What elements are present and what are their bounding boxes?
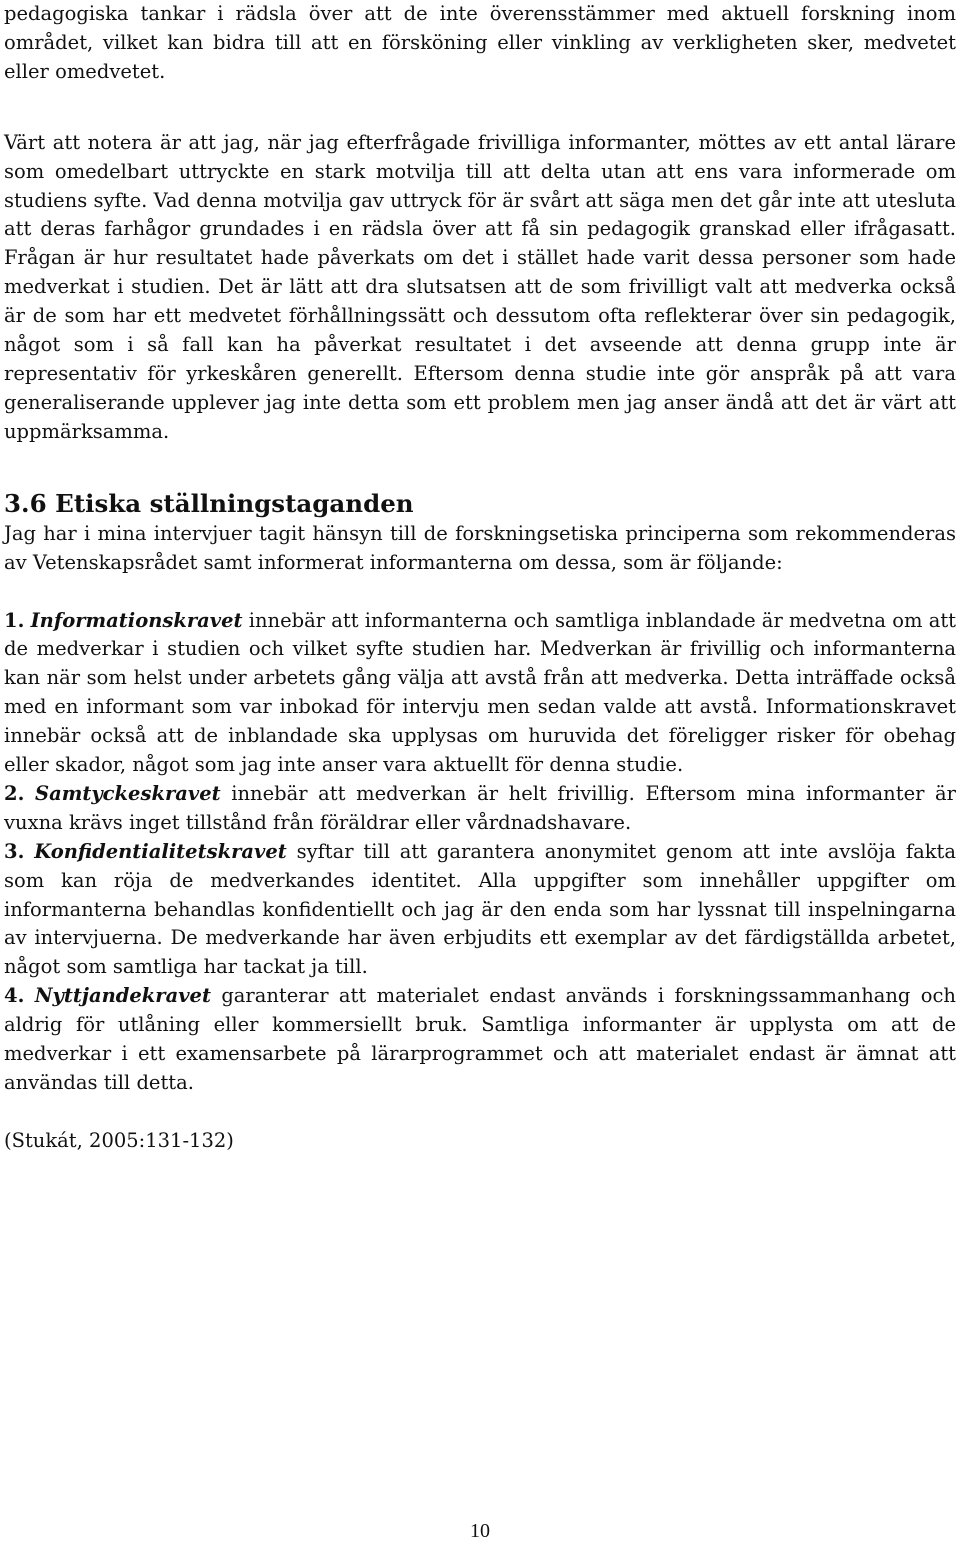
list-item-text: garanterar att materialet endast används i forskningssammanhang och aldrig för utlåning eller kommersiellt bruk. Samtliga informanter är upplysta om att de medverkar i ett examensarbete på lärarprogrammet och att materialet endast är ämnat att användas till detta. xyxy=(4,984,956,1094)
list-item-term: Informationskravet xyxy=(30,608,243,632)
list-item-text: innebär att medverkan är helt frivillig. Eftersom mina informanter är vuxna krävs inget tillstånd från föräldrar eller vårdnadshavare. xyxy=(4,781,957,834)
list-item-number: 3. xyxy=(4,839,25,863)
principles-list xyxy=(4,607,956,1098)
list-item-number: 4. xyxy=(4,984,25,1008)
list-item-number: 2. xyxy=(4,781,25,805)
section-intro: Jag har i mina intervjuer tagit hänsyn till de forskningsetiska principerna som rekommenderas av Vetenskapsrådet samt informerat informanterna om dessa, som är följande: xyxy=(4,521,956,574)
list-item-term: Konfidentialitetskravet xyxy=(34,839,287,863)
list-item-number: 1. xyxy=(4,608,25,632)
list-item-text: syftar till att garantera anonymitet genom att inte avslöja fakta som kan röja de medverkandes identitet. Alla uppgifter som innehåller uppgifter om informanterna behandlas konfidentiellt och jag är den enda som har lyssnat till inspelningarna av intervjuerna. De medverkande har även erbjudits ett exemplar av det färdigställda arbetet, något som samtliga har tackat ja till. xyxy=(4,839,957,979)
paragraph-continuation: pedagogiska tankar i rädsla över att de inte överensstämmer med aktuell forskning inom området, vilket kan bidra till att en försköning eller vinkling av verkligheten sker, medvetet eller omedvetet. xyxy=(4,2,956,83)
list-item-term: Samtyckeskravet xyxy=(34,781,221,805)
document-page xyxy=(4,0,956,1156)
list-item-term: Nyttjandekravet xyxy=(34,984,211,1008)
section-heading: 3.6 Etiska ställningstaganden xyxy=(4,488,414,518)
list-item xyxy=(4,607,956,780)
list-item xyxy=(4,780,956,838)
list-item xyxy=(4,838,956,983)
citation: (Stukát, 2005:131-132) xyxy=(4,1128,234,1152)
list-item-text: innebär att informanterna och samtliga inblandade är medvetna om att de medverkar i studien och vilket syfte studien har. Medverkan är frivillig och informanterna kan när som helst under arbetets gång välja att avstå från att medverka. Detta inträffade också med en informant som var inbokad för intervju men sedan valde att avstå. Informationskravet innebär också att de inblandade ska upplysas om huruvida det föreligger risker för obehag eller skador, något som jag inte anser vara aktuellt för denna studie. xyxy=(4,608,956,777)
page-number: 10 xyxy=(470,1520,490,1542)
list-item xyxy=(4,982,956,1098)
paragraph-informants: Värt att notera är att jag, när jag efterfrågade frivilliga informanter, möttes av ett antal lärare som omedelbart uttryckte en stark motvilja till att delta utan att ens vara informerade om studiens syfte. Vad denna motvilja gav uttryck för är svårt att säga men det går inte att utesluta att deras farhågor grundades i en rädsla över att få sin pedagogik granskad eller ifrågasatt. Frågan är hur resultatet hade påverkats om det i stället hade varit dessa personer som hade medverkat i studien. Det är lätt att dra slutsatsen att de som frivilligt valt att medverka också är de som har ett medvetet förhållningssätt och dessutom ofta reflekterar över sin pedagogik, något som i så fall kan ha påverkat resultatet i det avseende att denna grupp inte är representativ för yrkeskåren generellt. Eftersom denna studie inte gör anspråk på att vara generaliserande upplever jag inte detta som ett problem men jag anser ändå att det är värt att uppmärksamma. xyxy=(4,130,956,443)
